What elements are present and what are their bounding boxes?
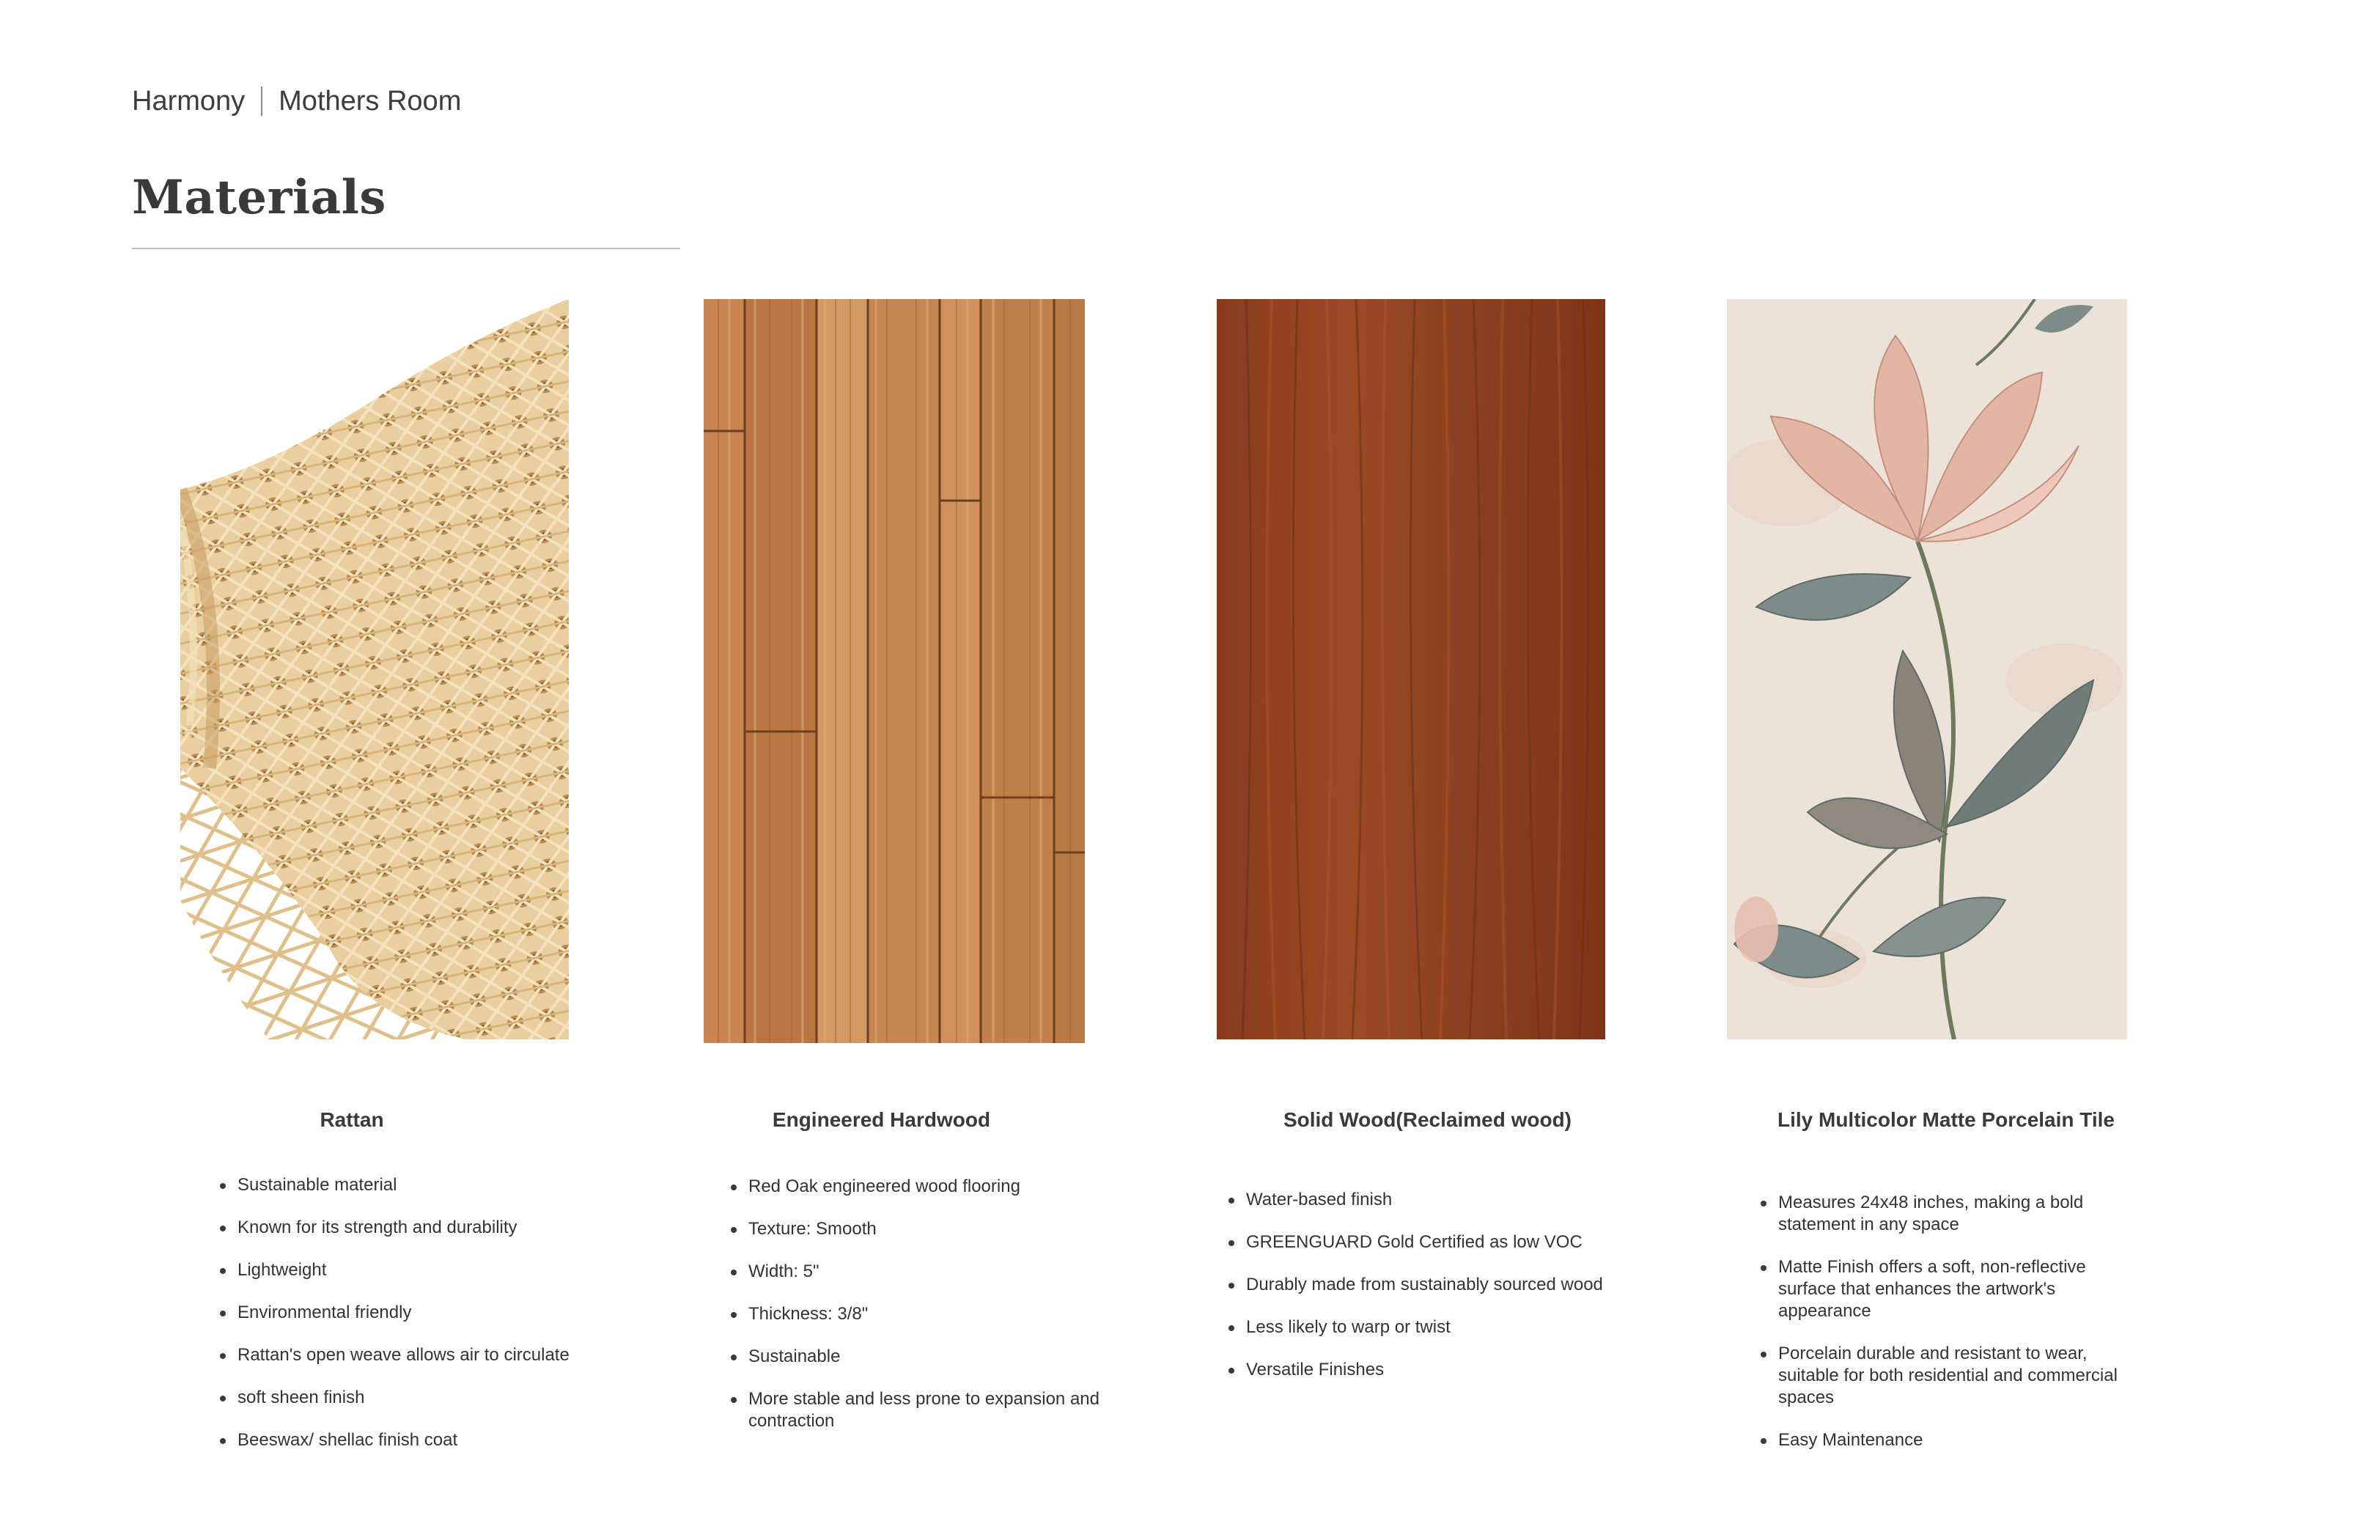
- list-item: Width: 5": [731, 1261, 1112, 1283]
- list-item: Measures 24x48 inches, making a bold statement in any space: [1761, 1192, 2142, 1236]
- list-item: Thickness: 3/8": [731, 1303, 1112, 1325]
- list-item: Matte Finish offers a soft, non-reflective surface that enhances the artwork's appearance: [1761, 1256, 2142, 1322]
- list-item: Environmental friendly: [220, 1302, 601, 1324]
- list-item: Sustainable: [731, 1346, 1112, 1368]
- breadcrumb-divider: [261, 86, 262, 116]
- list-item: Durably made from sustainably sourced wood: [1228, 1274, 1610, 1296]
- list-item: Known for its strength and durability: [220, 1217, 601, 1239]
- list-item: Red Oak engineered wood flooring: [731, 1176, 1112, 1198]
- rattan-features: [220, 1174, 601, 1451]
- list-item: soft sheen finish: [220, 1387, 601, 1409]
- material-name-porcelain-tile: Lily Multicolor Matte Porcelain Tile: [1777, 1108, 2115, 1131]
- list-item: Sustainable material: [220, 1174, 601, 1196]
- material-name-solid-wood: Solid Wood(Reclaimed wood): [1283, 1108, 1572, 1131]
- list-item: Lightweight: [220, 1259, 601, 1281]
- rattan-image: [180, 299, 569, 1039]
- room-name: Mothers Room: [279, 85, 462, 117]
- list-item: GREENGUARD Gold Certified as low VOC: [1228, 1231, 1610, 1253]
- oak-flooring-image: [704, 299, 1085, 1043]
- list-item: Water-based finish: [1228, 1189, 1610, 1211]
- title-underline: [132, 248, 680, 249]
- floral-tile-image: [1727, 299, 2127, 1039]
- list-item: Less likely to warp or twist: [1228, 1316, 1610, 1338]
- list-item: Porcelain durable and resistant to wear, suitable for both residential and commercial spaces: [1761, 1343, 2142, 1409]
- breadcrumb: [132, 82, 461, 120]
- solid-wood-features: [1228, 1189, 1610, 1381]
- material-name-rattan: Rattan: [320, 1108, 384, 1131]
- project-name: Harmony: [132, 85, 246, 117]
- list-item: Easy Maintenance: [1761, 1429, 2142, 1451]
- engineered-hardwood-features: [731, 1176, 1112, 1432]
- list-item: Beeswax/ shellac finish coat: [220, 1429, 601, 1451]
- page-title: Materials: [132, 170, 386, 225]
- material-name-engineered-hardwood: Engineered Hardwood: [772, 1108, 991, 1131]
- porcelain-tile-features: [1761, 1192, 2142, 1451]
- list-item: Versatile Finishes: [1228, 1359, 1610, 1381]
- reclaimed-wood-image: [1217, 299, 1605, 1039]
- list-item: Texture: Smooth: [731, 1218, 1112, 1240]
- list-item: More stable and less prone to expansion and contraction: [731, 1388, 1112, 1432]
- list-item: Rattan's open weave allows air to circulate: [220, 1344, 601, 1366]
